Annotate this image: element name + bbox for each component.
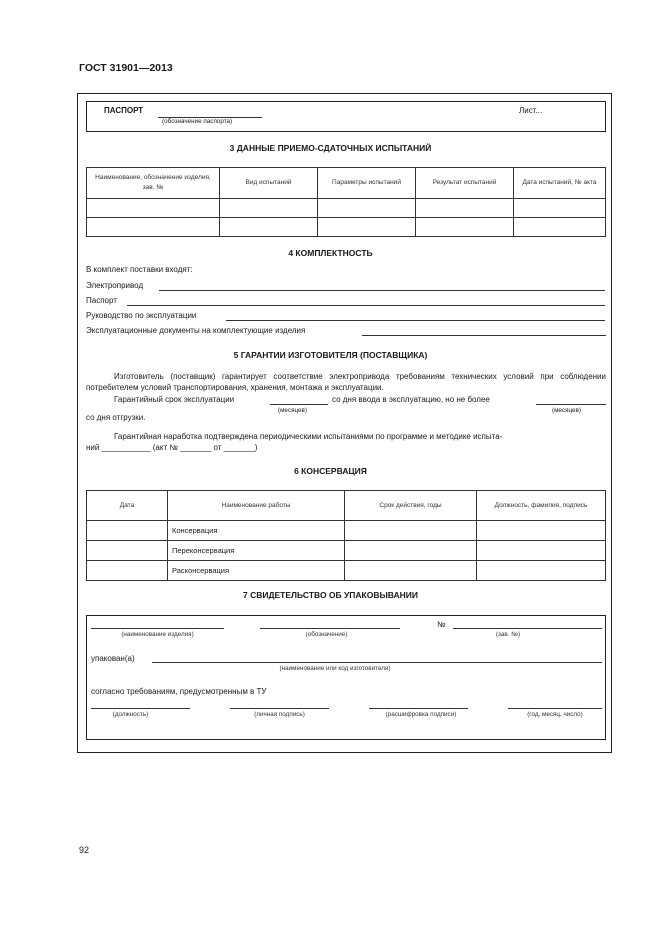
date-caption: (год, месяц, число): [527, 711, 583, 718]
kit-item-passport: Паспорт: [86, 296, 117, 305]
section4-title: 4 КОМПЛЕКТНОСТЬ: [288, 248, 373, 258]
standard-header: ГОСТ 31901—2013: [79, 62, 173, 74]
warranty-term-end: со дня отгрузки.: [86, 413, 146, 422]
warranty-operating-time: Гарантийная наработка подтверждена периодическими испытаниями по программе и методике испыта-: [114, 432, 503, 441]
conservation-col-work: Наименование работы: [168, 491, 345, 521]
passport-caption: (обозначение паспорта): [162, 118, 233, 125]
per-tu-label: согласно требованиям, предусмотренным в ТУ: [91, 687, 267, 696]
acceptance-col-result: Результат испытаний: [416, 168, 514, 199]
table-row: [87, 218, 606, 237]
acceptance-col-params: Параметры испытаний: [318, 168, 416, 199]
packing-line: [91, 708, 190, 709]
conservation-row-label: Расконсервация: [168, 561, 345, 581]
signature-caption: (личная подпись): [254, 711, 305, 718]
section6-title: 6 КОНСЕРВАЦИЯ: [294, 466, 367, 476]
position-caption: (должность): [112, 711, 149, 718]
warranty-paragraph: Изготовитель (поставщик) гарантирует соответствие электропривода требованиям технических условий при соблюдении потребителем условий транспортирования, хранения, монтажа и эксплуатации.: [86, 372, 606, 392]
kit-intro: В комплект поставки входят:: [86, 265, 193, 274]
packing-line: [230, 708, 329, 709]
warranty-term-line: [536, 404, 606, 405]
table-row: [87, 561, 606, 581]
serial-number-sign: №: [437, 620, 446, 629]
designation-caption: (обозначение): [305, 631, 348, 638]
warranty-term-line: [270, 404, 328, 405]
months-caption: (месяцев): [552, 407, 581, 414]
packing-line: [152, 662, 602, 663]
packed-label: упакован(а): [91, 654, 135, 663]
kit-item-manual: Руководство по эксплуатации: [86, 311, 197, 320]
packing-line: [453, 628, 602, 629]
table-row: [87, 199, 606, 218]
passport-title: ПАСПОРТ: [104, 106, 144, 115]
kit-item-actuator: Электропривод: [86, 281, 144, 290]
conservation-table: [86, 490, 606, 581]
acceptance-table: [86, 167, 606, 237]
packing-line: [260, 628, 400, 629]
acceptance-col-date: Дата испытаний, № акта: [514, 168, 606, 199]
packing-line: [508, 708, 602, 709]
acceptance-col-name: Наименование, обозначение изделия, зав. №: [87, 168, 220, 199]
warranty-term-mid: со дня ввода в эксплуатацию, но не более: [332, 395, 490, 404]
warranty-operating-time-cont: ний ___________ (акт № _______ от _______): [86, 443, 258, 452]
page-number: 92: [79, 845, 90, 855]
table-row: [87, 521, 606, 541]
section7-title: 7 СВИДЕТЕЛЬСТВО ОБ УПАКОВЫВАНИИ: [242, 590, 419, 600]
product-name-caption: (наименование изделия): [121, 631, 194, 638]
conservation-col-term: Срок действия, годы: [345, 491, 477, 521]
kit-item-line: [362, 335, 606, 336]
kit-item-line: [127, 305, 605, 306]
conservation-col-date: Дата: [87, 491, 168, 521]
kit-item-docs: Эксплуатационные документы на комплектующие изделия: [86, 326, 306, 335]
section5-title: 5 ГАРАНТИИ ИЗГОТОВИТЕЛЯ (ПОСТАВЩИКА): [233, 350, 428, 360]
sheet-label: Лист...: [519, 106, 543, 115]
warranty-term-label: Гарантийный срок эксплуатации: [114, 395, 235, 404]
serial-caption: (зав. №): [495, 631, 521, 638]
packing-line: [91, 628, 224, 629]
section3-title: 3 ДАННЫЕ ПРИЕМО-СДАТОЧНЫХ ИСПЫТАНИЙ: [229, 143, 432, 153]
conservation-col-signature: Должность, фамилия, подпись: [477, 491, 606, 521]
manufacturer-caption: (наименование или код изготовителя): [279, 665, 391, 672]
kit-item-line: [159, 290, 605, 291]
table-row: [87, 541, 606, 561]
months-caption: (месяцев): [278, 407, 307, 414]
conservation-row-label: Консервация: [168, 521, 345, 541]
acceptance-col-type: Вид испытаний: [220, 168, 318, 199]
decoding-caption: (расшифровка подписи): [385, 711, 457, 718]
kit-item-line: [226, 320, 605, 321]
conservation-row-label: Переконсервация: [168, 541, 345, 561]
packing-line: [369, 708, 468, 709]
